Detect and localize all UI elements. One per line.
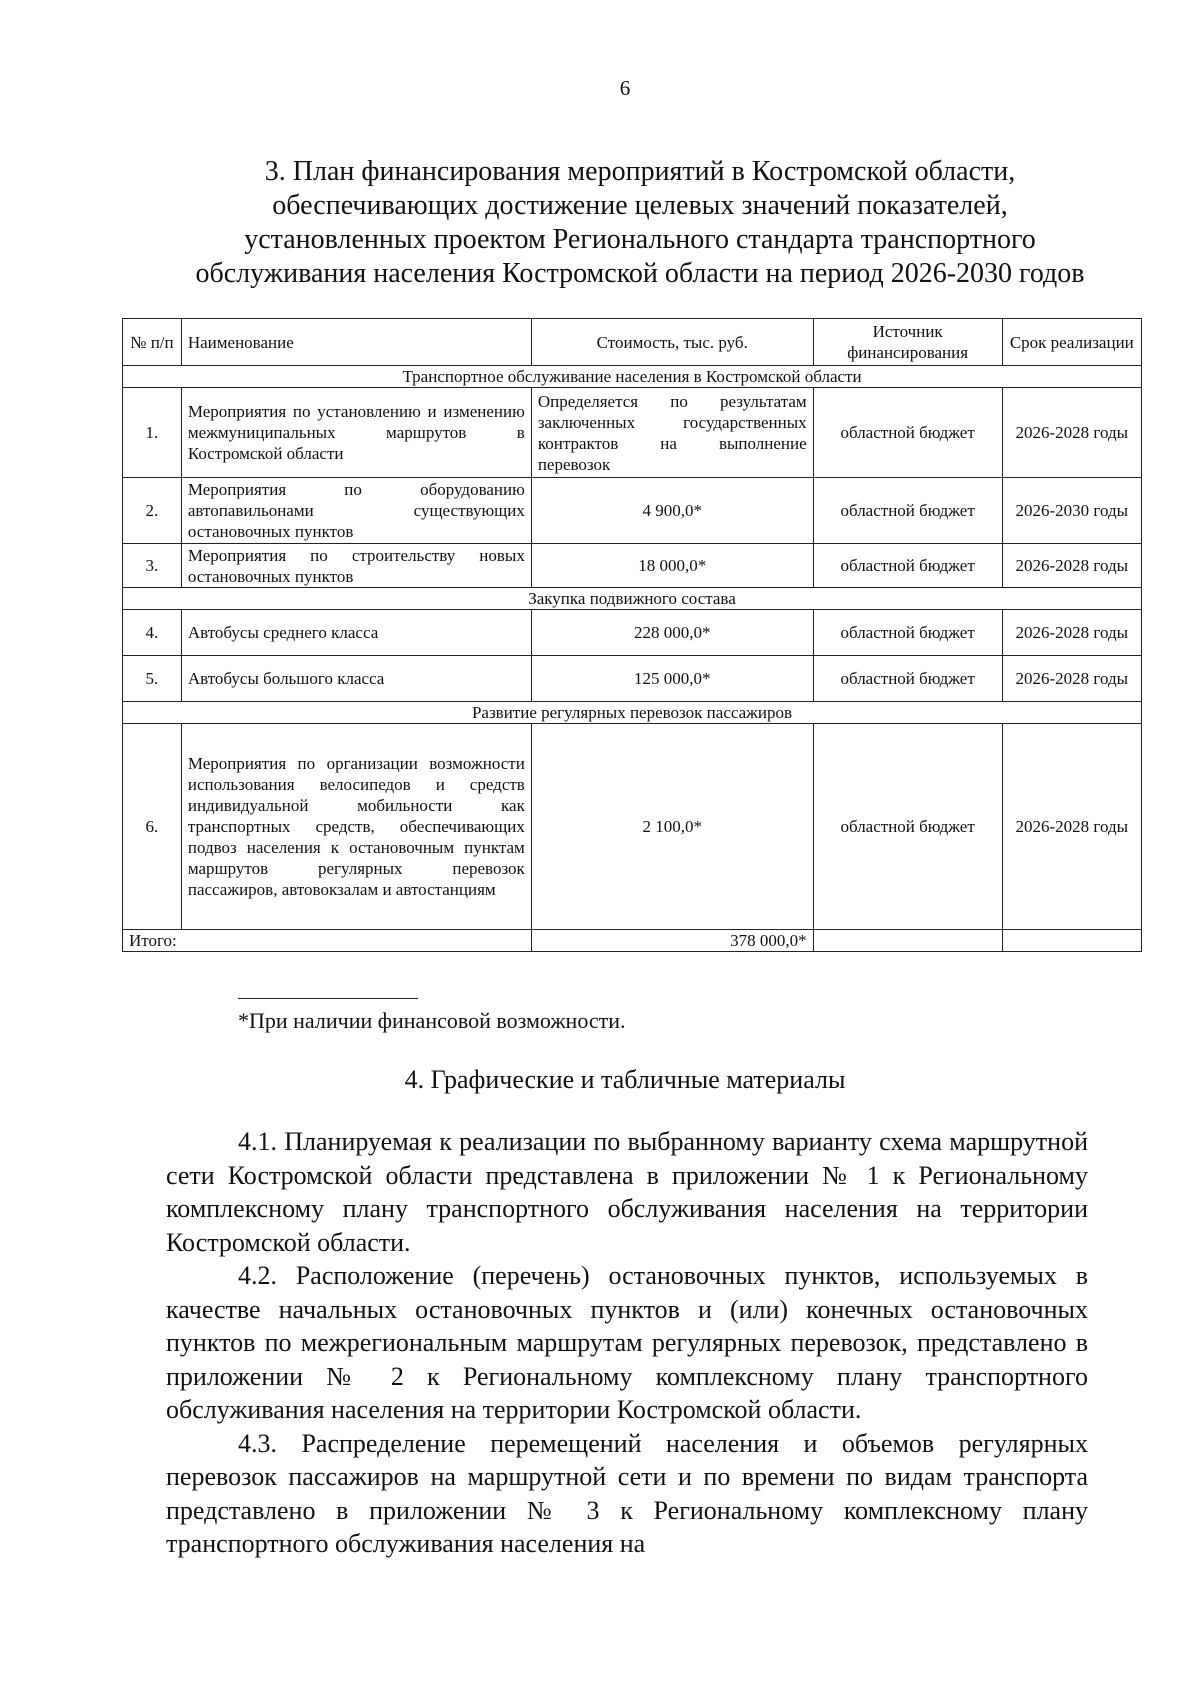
- total-value: 378 000,0*: [531, 930, 813, 952]
- row-term: 2026-2028 годы: [1002, 724, 1141, 930]
- total-label: Итого:: [123, 930, 532, 952]
- header-name: Наименование: [181, 319, 531, 366]
- row-name: Мероприятия по оборудованию автопавильонами существующих остановочных пунктов: [181, 478, 531, 544]
- header-term: Срок реализации: [1002, 319, 1141, 366]
- row-num: 1.: [123, 388, 182, 478]
- row-cost: 18 000,0*: [531, 544, 813, 588]
- section-3-title: [140, 155, 1140, 291]
- section-3-title-line: установленных проектом Регионального стандарта транспортного: [244, 224, 1036, 255]
- row-source: областной бюджет: [813, 388, 1002, 478]
- total-row: [123, 930, 1142, 952]
- total-term-empty: [1002, 930, 1141, 952]
- row-num: 3.: [123, 544, 182, 588]
- group-title: Развитие регулярных перевозок пассажиров: [123, 702, 1142, 724]
- row-name: Мероприятия по строительству новых остановочных пунктов: [181, 544, 531, 588]
- section-4-title: 4. Графические и табличные материалы: [404, 1065, 846, 1094]
- row-num: 5.: [123, 656, 182, 702]
- table-row: [123, 544, 1142, 588]
- row-name: Автобусы среднего класса: [181, 610, 531, 656]
- footnote: *При наличии финансовой возможности.: [238, 1008, 626, 1033]
- paragraph-4-2: 4.2. Расположение (перечень) остановочных пунктов, используемых в качестве начальных остановочных пунктов и (или) конечных остановочных пунктов по межрегиональным маршрутам регулярных перевозок, представлено в приложении № 2 к Региональному комплексному плану транспортного обслуживания населения на территории Костромской области.: [166, 1261, 1088, 1424]
- table-row: [123, 724, 1142, 930]
- group-row: [123, 588, 1142, 610]
- row-cost: Определяется по результатам заключенных государственных контрактов на выполнение перевозок: [531, 388, 813, 478]
- group-row: [123, 702, 1142, 724]
- section-4-body: [166, 1125, 1088, 1561]
- row-cost: 2 100,0*: [531, 724, 813, 930]
- table-row: [123, 610, 1142, 656]
- financing-table: [122, 318, 1142, 952]
- row-cost: 125 000,0*: [531, 656, 813, 702]
- row-term: 2026-2028 годы: [1002, 388, 1141, 478]
- paragraph-4-3: 4.3. Распределение перемещений населения и объемов регулярных перевозок пассажиров на маршрутной сети и по времени по видам транспорта представлено в приложении № 3 к Региональному комплексному плану транспортного обслуживания населения на: [166, 1428, 1088, 1558]
- row-cost: 4 900,0*: [531, 478, 813, 544]
- section-3-title-line: обеспечивающих достижение целевых значений показателей,: [272, 190, 1008, 221]
- group-row: [123, 366, 1142, 388]
- row-name: Автобусы большого класса: [181, 656, 531, 702]
- header-cost: Стоимость, тыс. руб.: [531, 319, 813, 366]
- row-term: 2026-2028 годы: [1002, 610, 1141, 656]
- table-row: [123, 388, 1142, 478]
- row-name: Мероприятия по организации возможности использования велосипедов и средств индивидуальной мобильности как транспортных средств, обеспечивающих подвоз населения к остановочным пунктам маршрутов регулярных перевозок пассажиров, автовокзалам и автостанциям: [181, 724, 531, 930]
- row-term: 2026-2030 годы: [1002, 478, 1141, 544]
- row-num: 6.: [123, 724, 182, 930]
- header-source: Источник финансирования: [813, 319, 1002, 366]
- row-name: Мероприятия по установлению и изменению межмуниципальных маршрутов в Костромской области: [181, 388, 531, 478]
- paragraph-4-1: 4.1. Планируемая к реализации по выбранному варианту схема маршрутной сети Костромской области представлена в приложении № 1 к Региональному комплексному плану транспортного обслуживания населения на территории Костромской области.: [166, 1127, 1088, 1257]
- footnote-divider: [238, 998, 418, 999]
- section-3-title-line: 3. План финансирования мероприятий в Костромской области,: [264, 156, 1016, 187]
- row-term: 2026-2028 годы: [1002, 544, 1141, 588]
- row-source: областной бюджет: [813, 544, 1002, 588]
- row-cost: 228 000,0*: [531, 610, 813, 656]
- row-source: областной бюджет: [813, 724, 1002, 930]
- group-title: Закупка подвижного состава: [123, 588, 1142, 610]
- section-3-title-line: обслуживания населения Костромской области на период 2026-2030 годов: [195, 258, 1085, 289]
- row-num: 4.: [123, 610, 182, 656]
- table-header-row: [123, 319, 1142, 366]
- row-num: 2.: [123, 478, 182, 544]
- table-row: [123, 656, 1142, 702]
- row-term: 2026-2028 годы: [1002, 656, 1141, 702]
- row-source: областной бюджет: [813, 656, 1002, 702]
- page-number: 6: [619, 76, 631, 100]
- header-num: № п/п: [123, 319, 182, 366]
- table-row: [123, 478, 1142, 544]
- total-source-empty: [813, 930, 1002, 952]
- row-source: областной бюджет: [813, 478, 1002, 544]
- group-title: Транспортное обслуживание населения в Костромской области: [123, 366, 1142, 388]
- row-source: областной бюджет: [813, 610, 1002, 656]
